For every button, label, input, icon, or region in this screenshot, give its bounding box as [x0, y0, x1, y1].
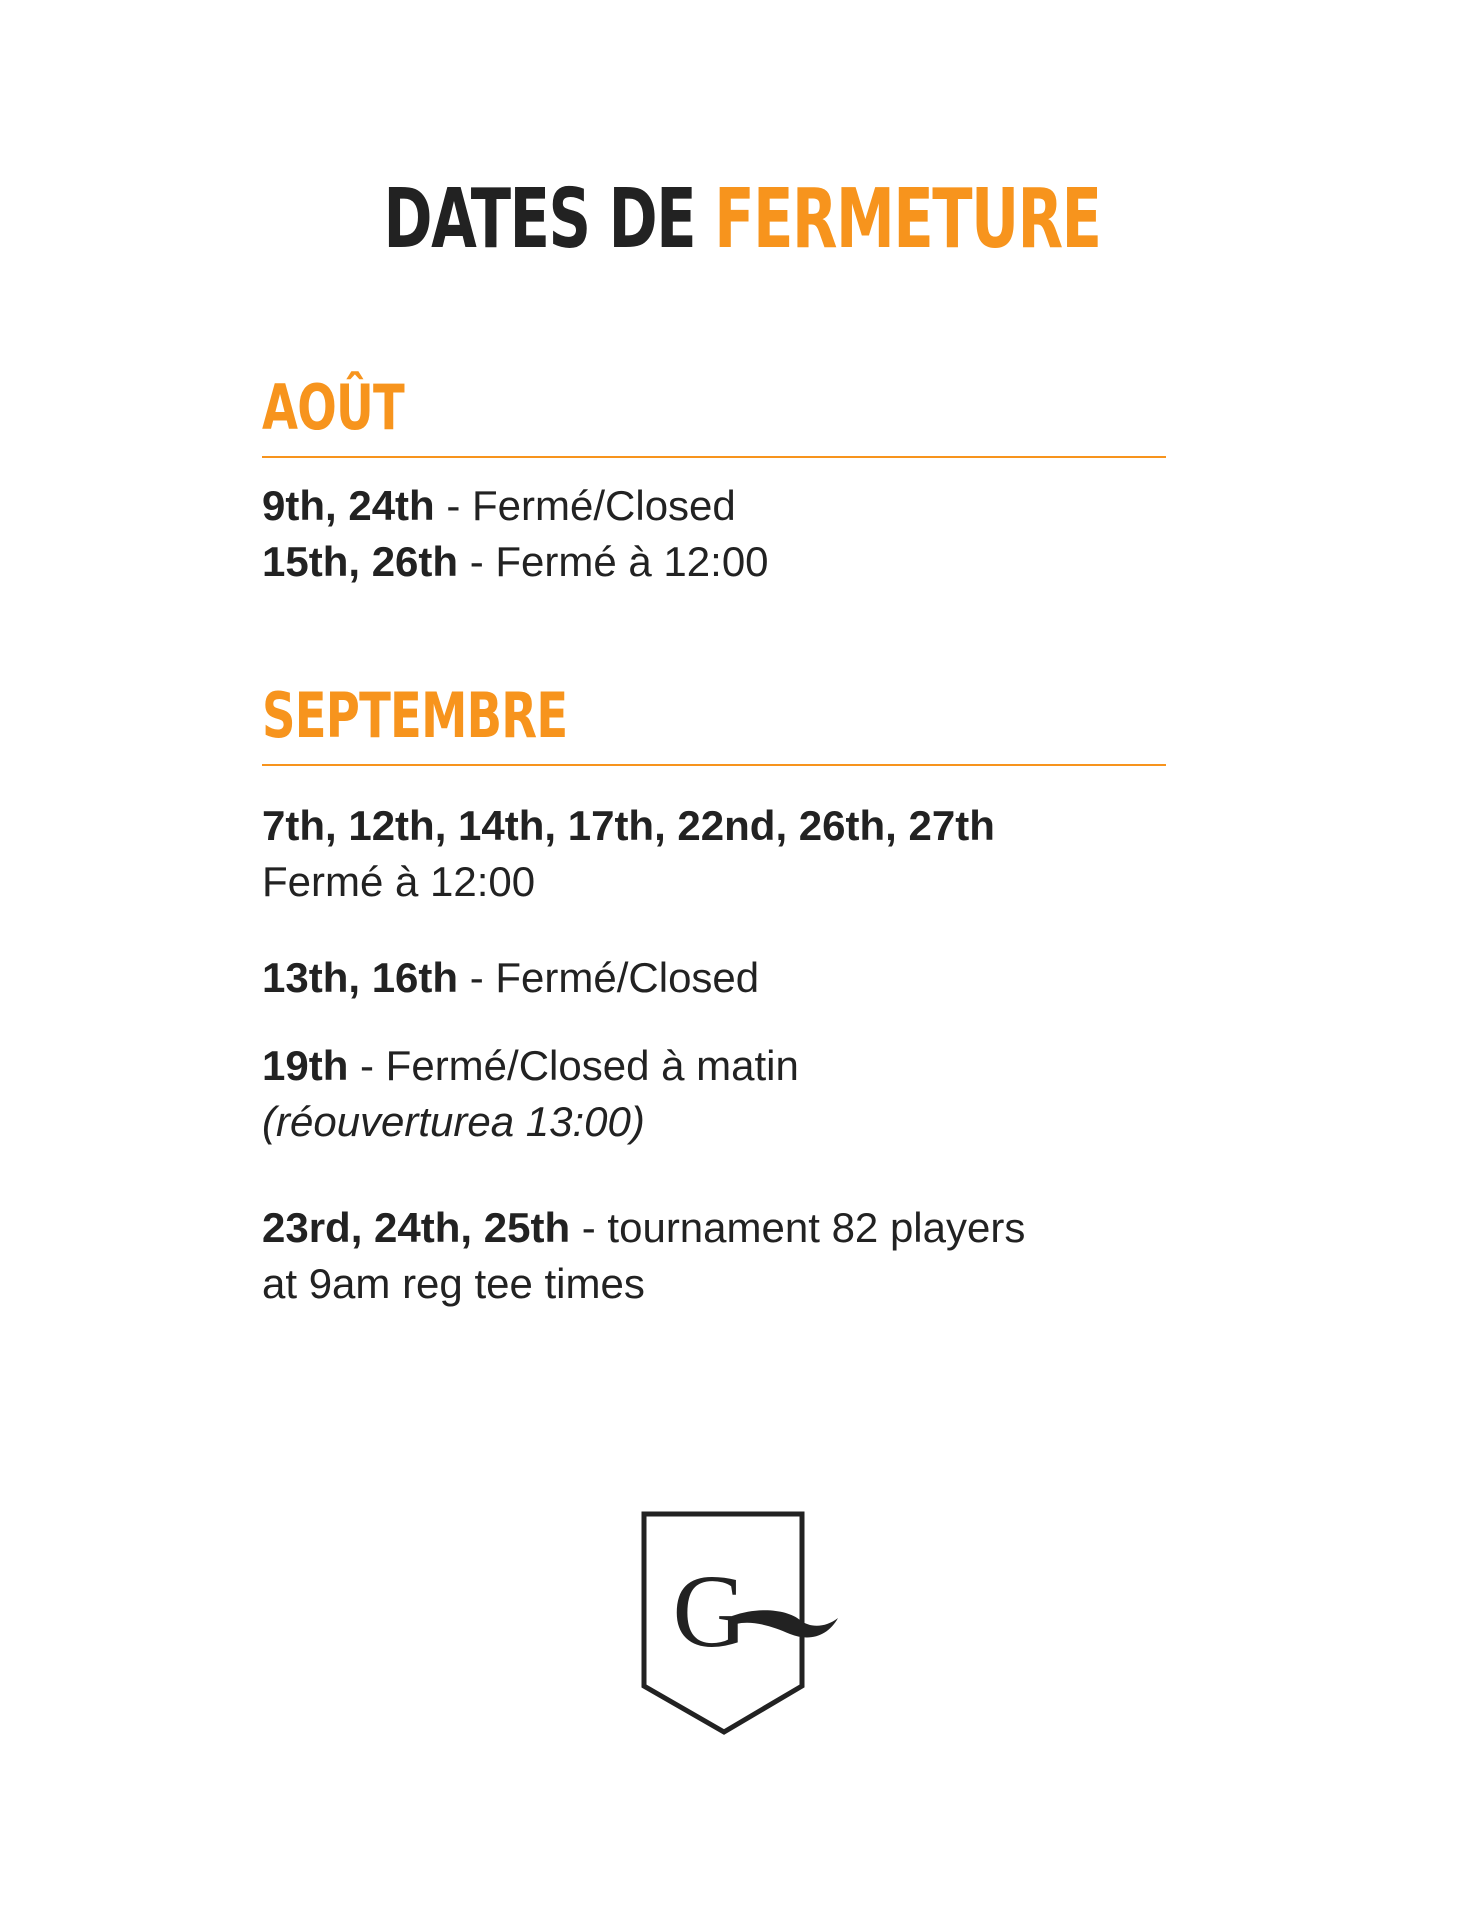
entry-note: (réouverturea 13:00): [262, 1098, 645, 1145]
august-heading: AOÛT: [262, 371, 404, 444]
entry-dates: 23rd, 24th, 25th: [262, 1204, 571, 1251]
entry-text: - Fermé/Closed: [458, 954, 760, 1001]
september-entry-1: [262, 798, 1202, 910]
september-section: [262, 678, 1166, 766]
page-title: [208, 170, 1276, 270]
g-shield-logo-icon: [640, 1510, 850, 1738]
entry-dates: 19th: [262, 1042, 349, 1089]
title-part-dark: DATES DE: [383, 172, 696, 267]
september-entry-3: [262, 1038, 1202, 1150]
entry-text: Fermé à 12:00: [262, 858, 536, 905]
svg-text:G: G: [672, 1554, 748, 1669]
entry-text-line2: at 9am reg tee times: [262, 1260, 645, 1307]
september-entry-2: [262, 950, 1202, 1006]
entry-dates: 9th, 24th: [262, 482, 435, 529]
entry-dates: 15th, 26th: [262, 538, 459, 585]
entry-text: - Fermé/Closed à matin: [348, 1042, 799, 1089]
september-divider: [262, 764, 1166, 766]
entry-text: - Fermé/Closed: [434, 482, 736, 529]
september-heading: SEPTEMBRE: [262, 679, 568, 752]
entry-text: - tournament 82 players: [570, 1204, 1026, 1251]
august-section: [262, 370, 1166, 458]
entry-dates: 13th, 16th: [262, 954, 459, 1001]
august-divider: [262, 456, 1166, 458]
title-part-accent: FERMETURE: [714, 172, 1101, 267]
entry-text: - Fermé à 12:00: [458, 538, 769, 585]
august-entry-2: [262, 534, 1202, 590]
september-entry-4: [262, 1200, 1202, 1312]
entry-dates: 7th, 12th, 14th, 17th, 22nd, 26th, 27th: [262, 802, 995, 849]
august-entry-1: [262, 478, 1202, 534]
